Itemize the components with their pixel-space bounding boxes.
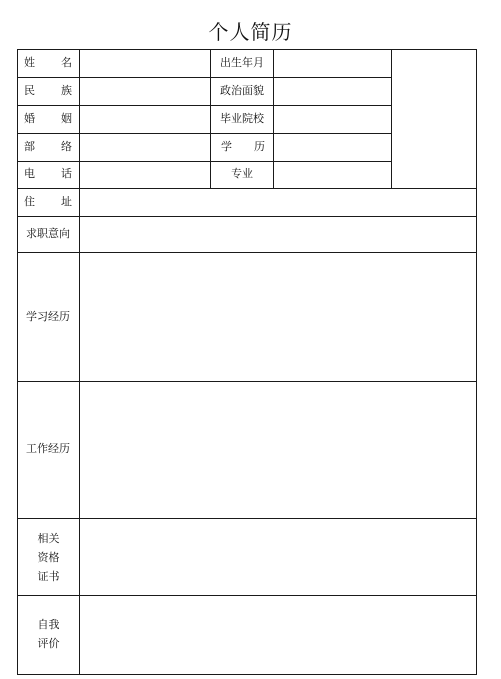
school-label: 毕业院校 — [220, 112, 264, 125]
political-field[interactable] — [274, 78, 391, 105]
label-line: 相关 — [37, 531, 60, 545]
name-field[interactable] — [80, 50, 210, 77]
label-char: 址 — [61, 195, 72, 208]
certificates-label — [18, 519, 79, 595]
column-divider — [476, 49, 477, 675]
job-intent-field[interactable] — [80, 217, 476, 252]
marital-field[interactable] — [80, 106, 210, 133]
job-intent-label: 求职意向 — [26, 227, 70, 240]
page-title: 个人简历 — [208, 20, 293, 44]
resume-table — [17, 49, 477, 675]
label-char: 话 — [61, 167, 72, 180]
label-line: 自我 — [37, 618, 60, 631]
label-char: 住 — [24, 195, 35, 208]
dept-field[interactable] — [80, 134, 210, 161]
ethnicity-field[interactable] — [80, 78, 210, 105]
address-field[interactable] — [80, 189, 476, 216]
birth-field[interactable] — [274, 50, 391, 77]
school-field[interactable] — [274, 106, 391, 133]
row-divider — [17, 674, 477, 675]
label-char: 民 — [24, 84, 35, 97]
self-evaluation-label — [18, 609, 79, 659]
certificates-field[interactable] — [80, 519, 476, 595]
self-evaluation-field[interactable] — [80, 596, 476, 674]
phone-field[interactable] — [80, 162, 210, 188]
work-history-label: 工作经历 — [26, 442, 70, 455]
label-char: 络 — [61, 140, 72, 153]
study-history-field[interactable] — [80, 253, 476, 381]
political-label: 政治面貌 — [220, 84, 264, 97]
education-label — [221, 140, 265, 154]
birth-label: 出生年月 — [220, 56, 264, 69]
name-label — [24, 56, 72, 70]
label-line: 证书 — [37, 569, 60, 583]
label-char: 历 — [254, 140, 265, 153]
study-history-label: 学习经历 — [26, 310, 70, 323]
major-field[interactable] — [274, 162, 391, 188]
label-char: 姻 — [61, 112, 72, 125]
work-history-field[interactable] — [80, 382, 476, 518]
photo-area[interactable] — [392, 50, 476, 188]
dept-label — [24, 140, 72, 154]
education-field[interactable] — [274, 134, 391, 161]
major-label: 专业 — [231, 167, 253, 180]
marital-label — [24, 112, 72, 126]
phone-label — [24, 167, 72, 181]
address-label — [24, 195, 72, 209]
label-char: 姓 — [24, 56, 35, 69]
label-char: 名 — [61, 56, 72, 69]
label-char: 部 — [24, 140, 35, 153]
label-char: 婚 — [24, 112, 35, 125]
ethnicity-label — [24, 84, 72, 98]
label-char: 电 — [24, 167, 35, 180]
label-line: 资格 — [37, 550, 60, 564]
label-char: 学 — [221, 140, 232, 153]
label-line: 评价 — [37, 637, 60, 650]
label-char: 族 — [61, 84, 72, 97]
